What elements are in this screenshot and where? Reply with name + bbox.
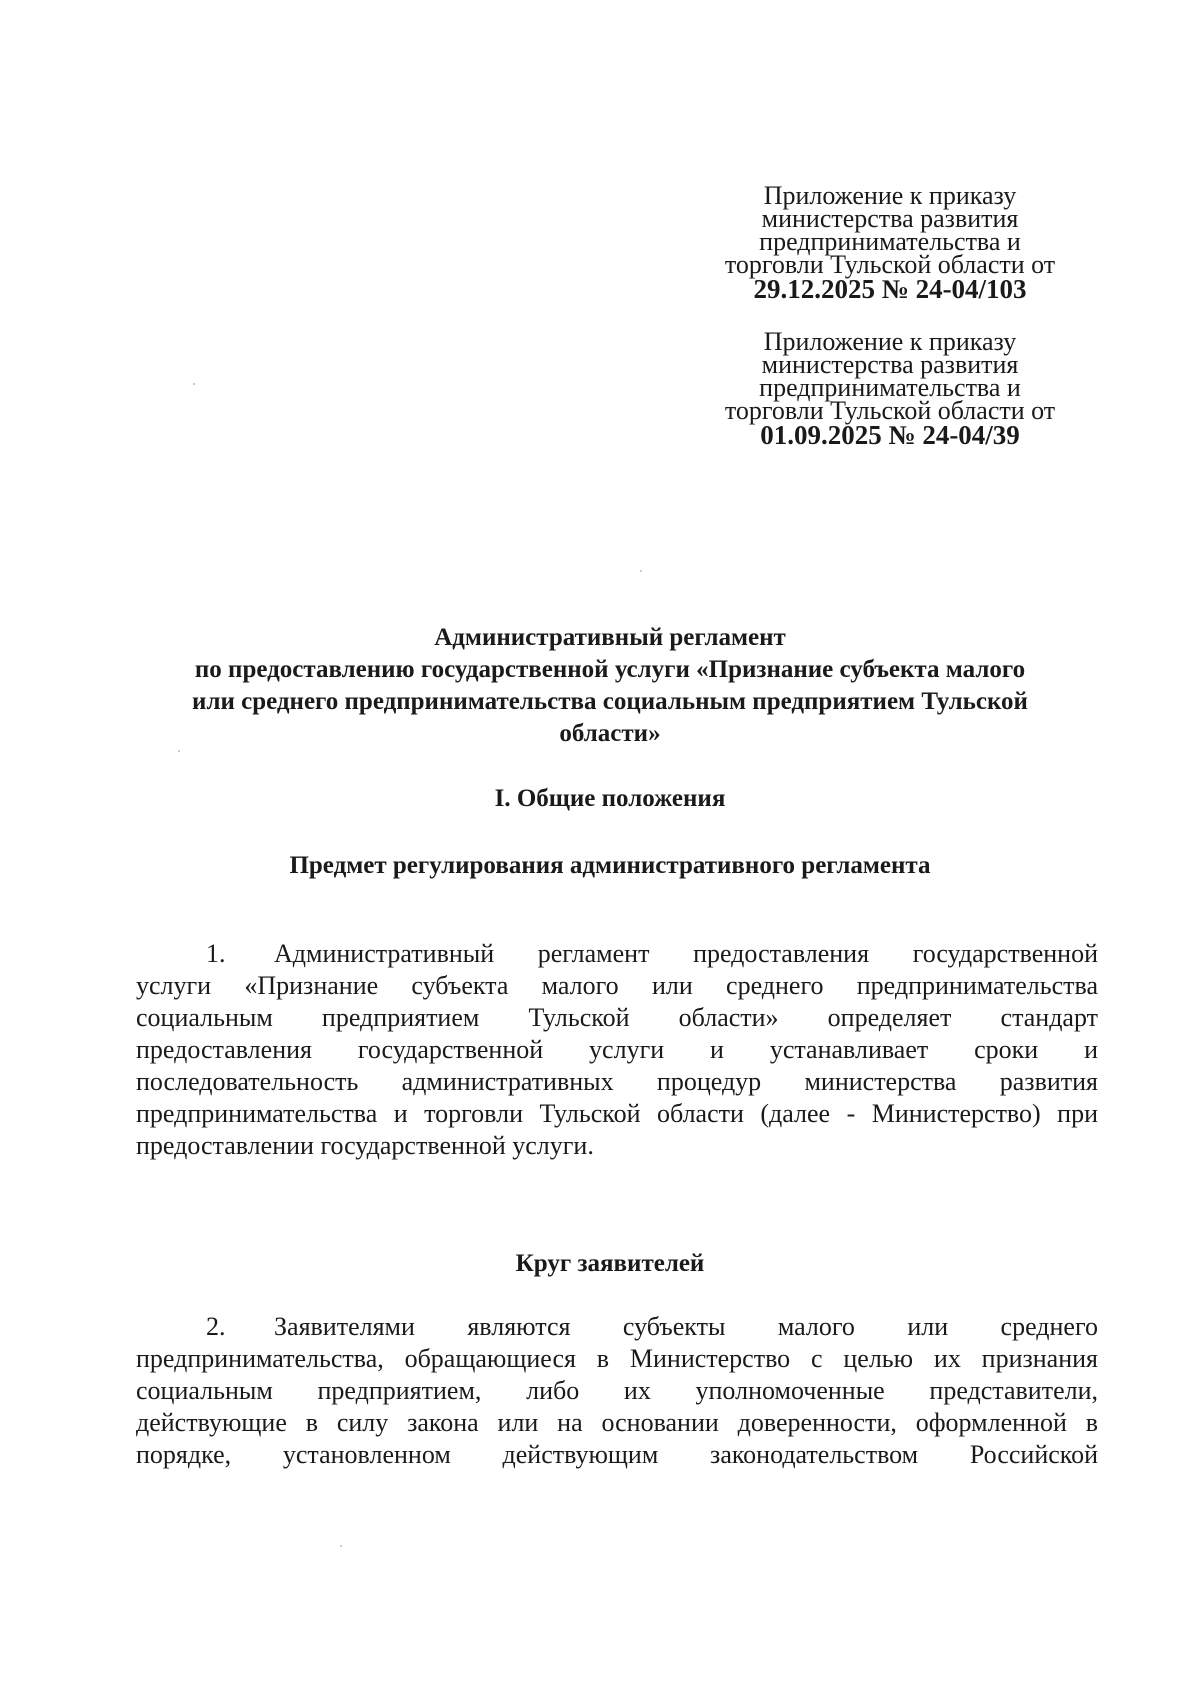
paragraph-line: социальным предприятием Тульской области» определяет стандарт: [136, 1003, 1098, 1032]
paragraph-line: услуги «Признание субъекта малого или среднего предпринимательства: [136, 971, 1098, 1000]
paragraph-line-text: Административный регламент предоставления государственной: [274, 939, 1098, 968]
scan-speck: [193, 383, 195, 385]
stamp-line: предпринимательства и: [759, 373, 1021, 402]
paragraph-first-line: [136, 938, 1098, 970]
order-number: 29.12.2025 № 24-04/103: [753, 274, 1027, 304]
paragraph-number: 1.: [206, 939, 226, 968]
order-reference-stamp: [700, 181, 1080, 304]
section-heading: I. Общие положения: [494, 785, 726, 812]
stamp-line: торговли Тульской области от: [724, 396, 1056, 425]
subsection-heading: Предмет регулирования административного регламента: [289, 852, 931, 879]
stamp-line: торговли Тульской области от: [724, 250, 1056, 279]
subsection-heading: Круг заявителей: [515, 1250, 705, 1277]
scan-speck: [178, 750, 180, 752]
stamp-line: Приложение к приказу: [763, 327, 1017, 356]
paragraph-first-line: [136, 1311, 1098, 1343]
paragraph-line: предпринимательства и торговли Тульской области (далее - Министерство) при: [136, 1099, 1098, 1128]
paragraph-line: действующие в силу закона или на основании доверенности, оформленной в: [136, 1408, 1098, 1437]
paragraph-line: предоставлении государственной услуги.: [136, 1131, 594, 1160]
paragraph: [136, 1311, 1098, 1471]
title-line: по предоставлению государственной услуги «Признание субъекта малого: [194, 656, 1026, 683]
stamp-line: министерства развития: [761, 350, 1019, 379]
order-reference-stamp: [700, 327, 1080, 450]
document-title: [130, 622, 1090, 750]
paragraph-line: предоставления государственной услуги и устанавливает сроки и: [136, 1035, 1098, 1064]
title-line: или среднего предпринимательства социальным предприятием Тульской: [192, 688, 1028, 715]
paragraph-line: последовательность административных процедур министерства развития: [136, 1067, 1098, 1096]
order-number: 01.09.2025 № 24-04/39: [760, 420, 1020, 450]
scan-speck: [640, 570, 642, 572]
stamp-line: предпринимательства и: [759, 227, 1021, 256]
stamp-line: министерства развития: [761, 204, 1019, 233]
paragraph-line: социальным предприятием, либо их уполномоченные представители,: [136, 1376, 1098, 1405]
scan-speck: [340, 1545, 342, 1547]
stamp-line: Приложение к приказу: [763, 181, 1017, 210]
paragraph-line: предпринимательства, обращающиеся в Министерство с целью их признания: [136, 1344, 1098, 1373]
paragraph-line: порядке, установленном действующим законодательством Российской: [136, 1440, 1098, 1469]
title-line: Административный регламент: [434, 624, 786, 651]
paragraph-line-text: Заявителями являются субъекты малого или среднего: [274, 1312, 1098, 1341]
title-line: области»: [559, 720, 661, 747]
paragraph: [136, 938, 1098, 1162]
paragraph-number: 2.: [206, 1312, 226, 1341]
